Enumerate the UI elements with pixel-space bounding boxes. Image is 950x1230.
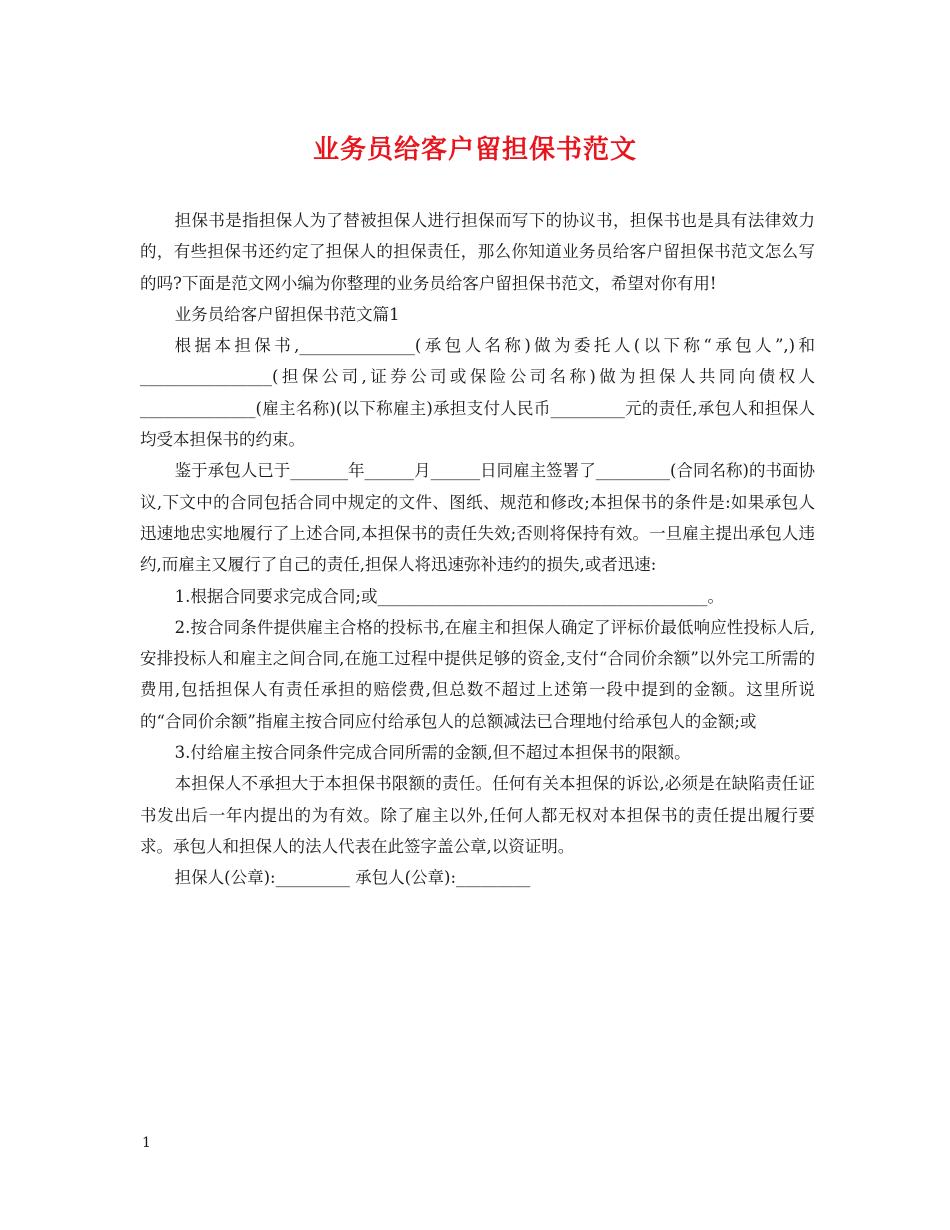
clause-2: 2.按合同条件提供雇主合格的投标书,在雇主和担保人确定了评标价最低响应性投标人后,安排投标人和雇主之间合同,在施工过程中提供足够的资金,支付“合同价余额”以外完工所需的费用,包括担保人有责任承担的赔偿费,但总数不超过上述第一段中提到的金额。这里所说的“合同价余额”指雇主按合同应付给承包人的总额减法已合理地付给承包人的金额;或 [140, 617, 815, 731]
document-body [140, 205, 815, 894]
liability-paragraph: 本担保人不承担大于本担保书限额的责任。任何有关本担保的诉讼,必须是在缺陷责任证书发出后一年内提出的为有效。除了雇主以外,任何人都无权对本担保书的责任提出履行要求。承包人和担保人的法人代表在此签字盖公章,以资证明。 [140, 774, 815, 856]
guarantee-parties-paragraph: 根据本担保书,______________(承包人名称)做为委托人(以下称“承包人”,)和________________(担保公司,证券公司或保险公司名称)做为担保人共同向债权人______________(雇主名称)(以下称雇主)承担支付人民币_________元的责任,承包人和担保人均受本担保书的约束。 [140, 336, 815, 450]
contract-conditions-paragraph: 鉴于承包人已于_______年______月______日同雇主签署了_________(合同名称)的书面协议,下文中的合同包括合同中规定的文件、图纸、规范和修改;本担保书的条件是:如果承包人迅速地忠实地履行了上述合同,本担保书的责任失效;否则将保持有效。一旦雇主提出承包人违约,而雇主又履行了自己的责任,担保人将迅速弥补违约的损失,或者迅速: [140, 461, 815, 575]
clause-3: 3.付给雇主按合同条件完成合同所需的金额,但不超过本担保书的限额。 [174, 743, 691, 763]
section-heading: 业务员给客户留担保书范文篇1 [174, 304, 400, 324]
clause-1: 1.根据合同要求完成合同;或________________________________________。 [174, 586, 724, 606]
intro-paragraph: 担保书是指担保人为了替被担保人进行担保而写下的协议书，担保书也是具有法律效力的，有些担保书还约定了担保人的担保责任，那么你知道业务员给客户留担保书范文怎么写的吗?下面是范文网小编为你整理的业务员给客户留担保书范文，希望对你有用! [140, 211, 815, 293]
page-number: 1 [142, 1135, 151, 1151]
document-title: 业务员给客户留担保书范文 [312, 135, 637, 165]
signature-line: 担保人(公章):_________ 承包人(公章):_________ [174, 868, 531, 888]
